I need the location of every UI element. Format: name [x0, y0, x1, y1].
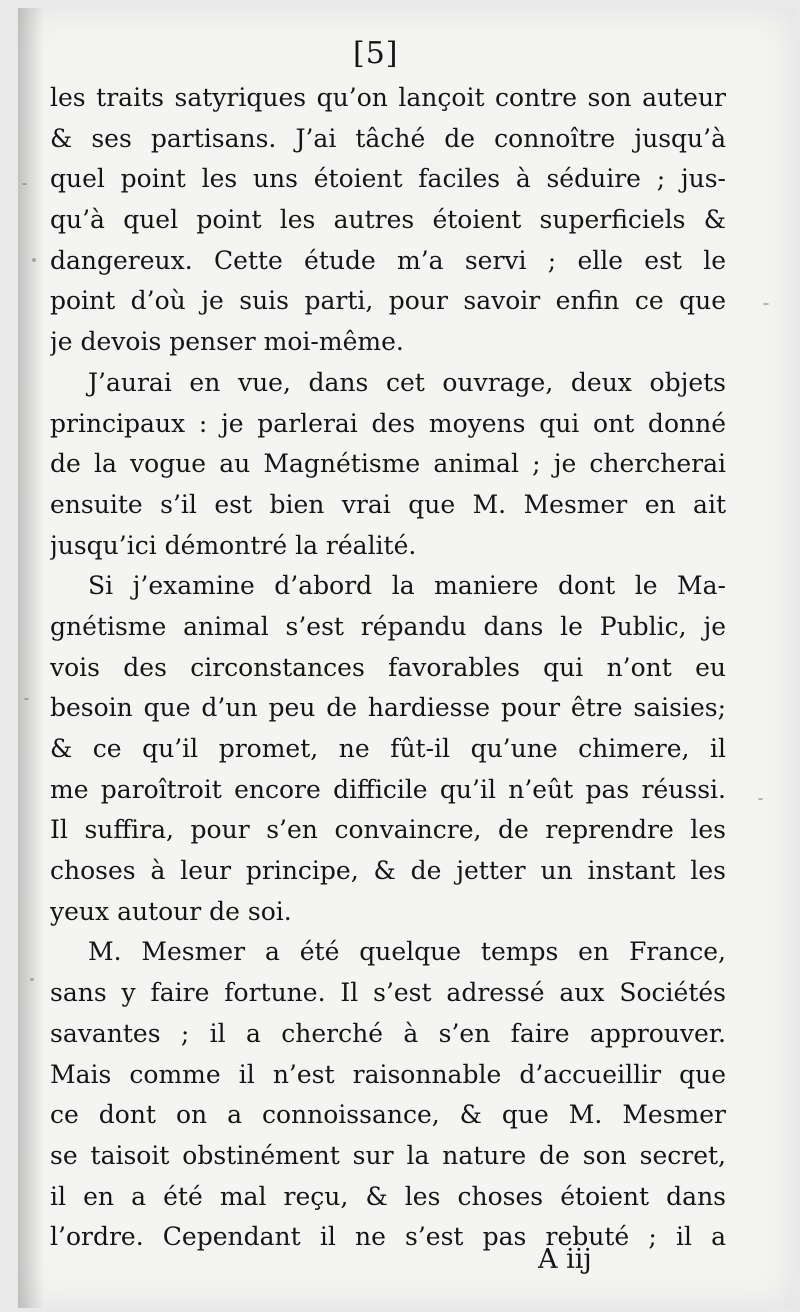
text-line: qu’à quel point les autres étoient superficiels &	[50, 205, 726, 235]
page-number: [5]	[353, 36, 399, 71]
paper-speck	[30, 978, 34, 981]
text-line: & ce qu’il promet, ne fût-il qu’une chimere, il	[50, 734, 726, 763]
text-line: sans y faire fortune. Il s’est adressé aux Sociétés	[50, 978, 726, 1008]
book-page	[18, 8, 794, 1308]
text-line: quel point les uns étoient faciles à séduire ; jus-	[50, 164, 726, 194]
paragraph-first-line: Si j’examine d’abord la maniere dont le Ma-	[88, 571, 726, 601]
text-line: je devois penser moi-même.	[50, 327, 404, 357]
paper-speck	[24, 698, 29, 700]
paper-speck	[32, 258, 36, 262]
gutter-shadow	[18, 8, 44, 1308]
signature-mark: A iij	[538, 1244, 592, 1275]
body-text	[50, 78, 726, 1258]
text-line: savantes ; il a cherché à s’en faire approuver.	[50, 1018, 726, 1048]
text-line: les traits satyriques qu’on lançoit contre son auteur	[50, 83, 726, 112]
paper-speck	[758, 798, 763, 800]
text-line: vois des circonstances favorables qui n’ont eu	[50, 652, 726, 682]
text-line: Il suffira, pour s’en convaincre, de reprendre les	[50, 815, 726, 845]
text-line: besoin que d’un peu de hardiesse pour être saisies;	[50, 693, 726, 723]
text-line: l’ordre. Cependant il ne s’est pas rebuté ; il a	[50, 1222, 726, 1252]
paper-speck	[22, 183, 27, 185]
text-line: dangereux. Cette étude m’a servi ; elle est le	[50, 245, 726, 275]
text-line: de la vogue au Magnétisme animal ; je chercherai	[50, 449, 726, 479]
text-line: me paroîtroit encore difficile qu’il n’eût pas réussi.	[50, 774, 726, 804]
text-line: & ses partisans. J’ai tâché de connoître jusqu’à	[50, 123, 726, 153]
text-line: ensuite s’il est bien vrai que M. Mesmer en ait	[50, 489, 726, 519]
text-line: jusqu’ici démontré la réalité.	[50, 530, 417, 560]
text-line: ce dont on a connoissance, & que M. Mesmer	[50, 1100, 726, 1130]
paragraph-first-line: J’aurai en vue, dans cet ouvrage, deux objets	[88, 367, 726, 397]
text-line: point d’où je suis parti, pour savoir enfin ce que	[50, 286, 726, 316]
text-line: yeux autour de soi.	[50, 896, 292, 926]
text-line: se taisoit obstinément sur la nature de son secret,	[50, 1140, 726, 1170]
text-line: principaux : je parlerai des moyens qui ont donné	[50, 408, 726, 438]
text-line: Mais comme il n’est raisonnable d’accueillir que	[50, 1059, 726, 1089]
paper-speck	[763, 303, 769, 305]
paragraph-first-line: M. Mesmer a été quelque temps en France,	[88, 937, 726, 967]
text-line: choses à leur principe, & de jetter un instant les	[50, 856, 726, 886]
text-line: gnétisme animal s’est répandu dans le Public, je	[50, 611, 726, 641]
text-line: il en a été mal reçu, & les choses étoient dans	[50, 1181, 726, 1211]
